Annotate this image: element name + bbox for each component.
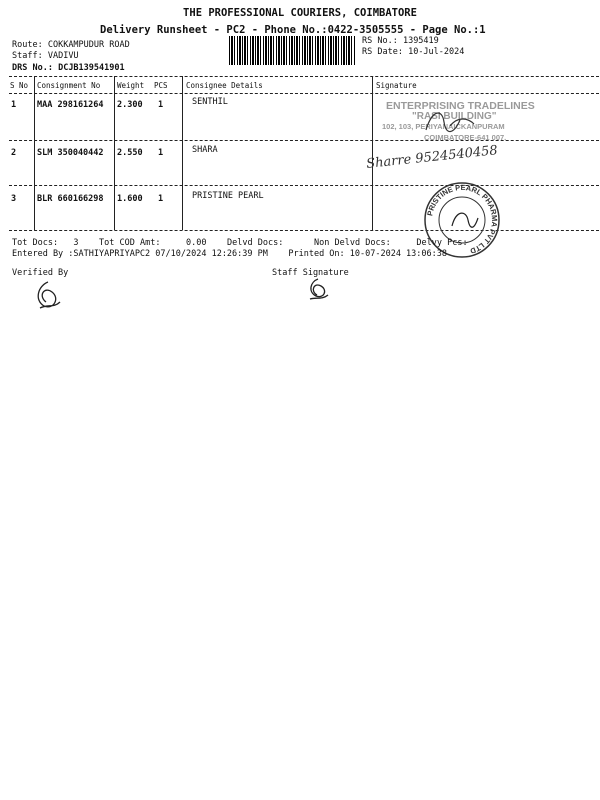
staff-signature-label: Staff Signature <box>272 268 349 278</box>
tot-docs-value: 3 <box>73 238 79 248</box>
non-delvd-docs-label: Non Delvd Docs: <box>314 238 391 248</box>
row-sno: 2 <box>11 148 17 158</box>
verified-by-signature <box>30 278 66 312</box>
rs-no-line <box>362 36 439 46</box>
barcode-image <box>229 36 356 65</box>
col-divider-pcs <box>182 76 183 230</box>
row1-signature-scribble <box>420 100 480 140</box>
seal-ring-text: PRISTINE PEARL PHARMA PVT LTD <box>425 182 500 256</box>
route-line <box>12 40 130 50</box>
route-label: Route: <box>12 40 43 50</box>
staff-label: Staff: <box>12 51 43 61</box>
delvy-pcs-label: Delvy Pcs: <box>416 238 468 248</box>
stamp-line-2: "RASI BUILDING" <box>412 111 497 122</box>
row-sno: 1 <box>11 100 17 110</box>
row-consignee: SENTHIL <box>192 97 228 107</box>
delvd-docs-label: Delvd Docs: <box>227 238 284 248</box>
route-value: COKKAMPUDUR ROAD <box>47 40 130 50</box>
row-consignee: PRISTINE PEARL <box>192 191 264 201</box>
col-header-consignment: Consignment No <box>37 81 101 90</box>
row-divider-1 <box>9 140 599 141</box>
drs-label: DRS No.: <box>12 63 53 73</box>
rs-no-label: RS No.: <box>362 36 398 46</box>
table-bottom-rule <box>9 230 599 231</box>
row-consignment: BLR 660166298 <box>37 194 104 204</box>
col-header-pcs: PCS <box>154 81 168 90</box>
stamp-line-4: COIMBATORE-641 007. <box>424 133 507 142</box>
row-pcs: 1 <box>158 148 164 158</box>
runsheet-subtitle: Delivery Runsheet - PC2 - Phone No.:0422-3505555 - Page No.:1 <box>100 24 486 36</box>
staff-signature-mark <box>304 276 332 302</box>
tot-docs-label: Tot Docs: <box>12 238 59 248</box>
table-header-rule <box>9 93 599 94</box>
rs-date-line <box>362 47 464 57</box>
row-consignee: SHARA <box>192 145 218 155</box>
row-consignment: SLM 350040442 <box>37 148 104 158</box>
row-weight: 2.300 <box>117 100 143 110</box>
row-consignment: MAA 298161264 <box>37 100 104 110</box>
verified-by-label: Verified By <box>12 268 69 278</box>
col-header-sno: S No <box>10 81 29 90</box>
col-divider-consignment <box>114 76 115 230</box>
company-title: THE PROFESSIONAL COURIERS, COIMBATORE <box>183 7 417 19</box>
entry-line <box>12 249 447 259</box>
round-company-seal <box>422 180 502 260</box>
entered-by: Entered By :SATHIYAPRIYAPC2 07/10/2024 12:26:39 PM <box>12 249 268 259</box>
row-divider-2 <box>9 185 599 186</box>
totals-line <box>12 238 468 248</box>
row-pcs: 1 <box>158 194 164 204</box>
row-weight: 2.550 <box>117 148 143 158</box>
table-top-rule <box>9 76 599 77</box>
col-header-weight: Weight <box>117 81 145 90</box>
drs-value: DCJB139541901 <box>58 63 125 73</box>
col-divider-consignee <box>372 76 373 230</box>
rs-date-label: RS Date: <box>362 47 403 57</box>
col-header-consignee: Consignee Details <box>186 81 263 90</box>
col-divider-sno <box>34 76 35 230</box>
printed-on: Printed On: 10-07-2024 13:06:38 <box>288 249 447 259</box>
staff-line <box>12 51 79 61</box>
stamp-line-1: ENTERPRISING TRADELINES <box>386 100 535 112</box>
row-weight: 1.600 <box>117 194 143 204</box>
tot-cod-value: 0.00 <box>186 238 207 248</box>
stamp-line-3: 102, 103, PERIYANAICKANPURAM <box>382 122 505 131</box>
row-pcs: 1 <box>158 100 164 110</box>
row-sno: 3 <box>11 194 17 204</box>
row2-handwritten-signature: Sharre 9524540458 <box>365 143 499 172</box>
tot-cod-label: Tot COD Amt: <box>99 238 161 248</box>
drs-line <box>12 63 125 73</box>
rs-no-value: 1395419 <box>402 36 439 46</box>
rs-date-value: 10-Jul-2024 <box>408 47 465 57</box>
staff-value: VADIVU <box>47 51 79 61</box>
col-header-signature: Signature <box>376 81 417 90</box>
